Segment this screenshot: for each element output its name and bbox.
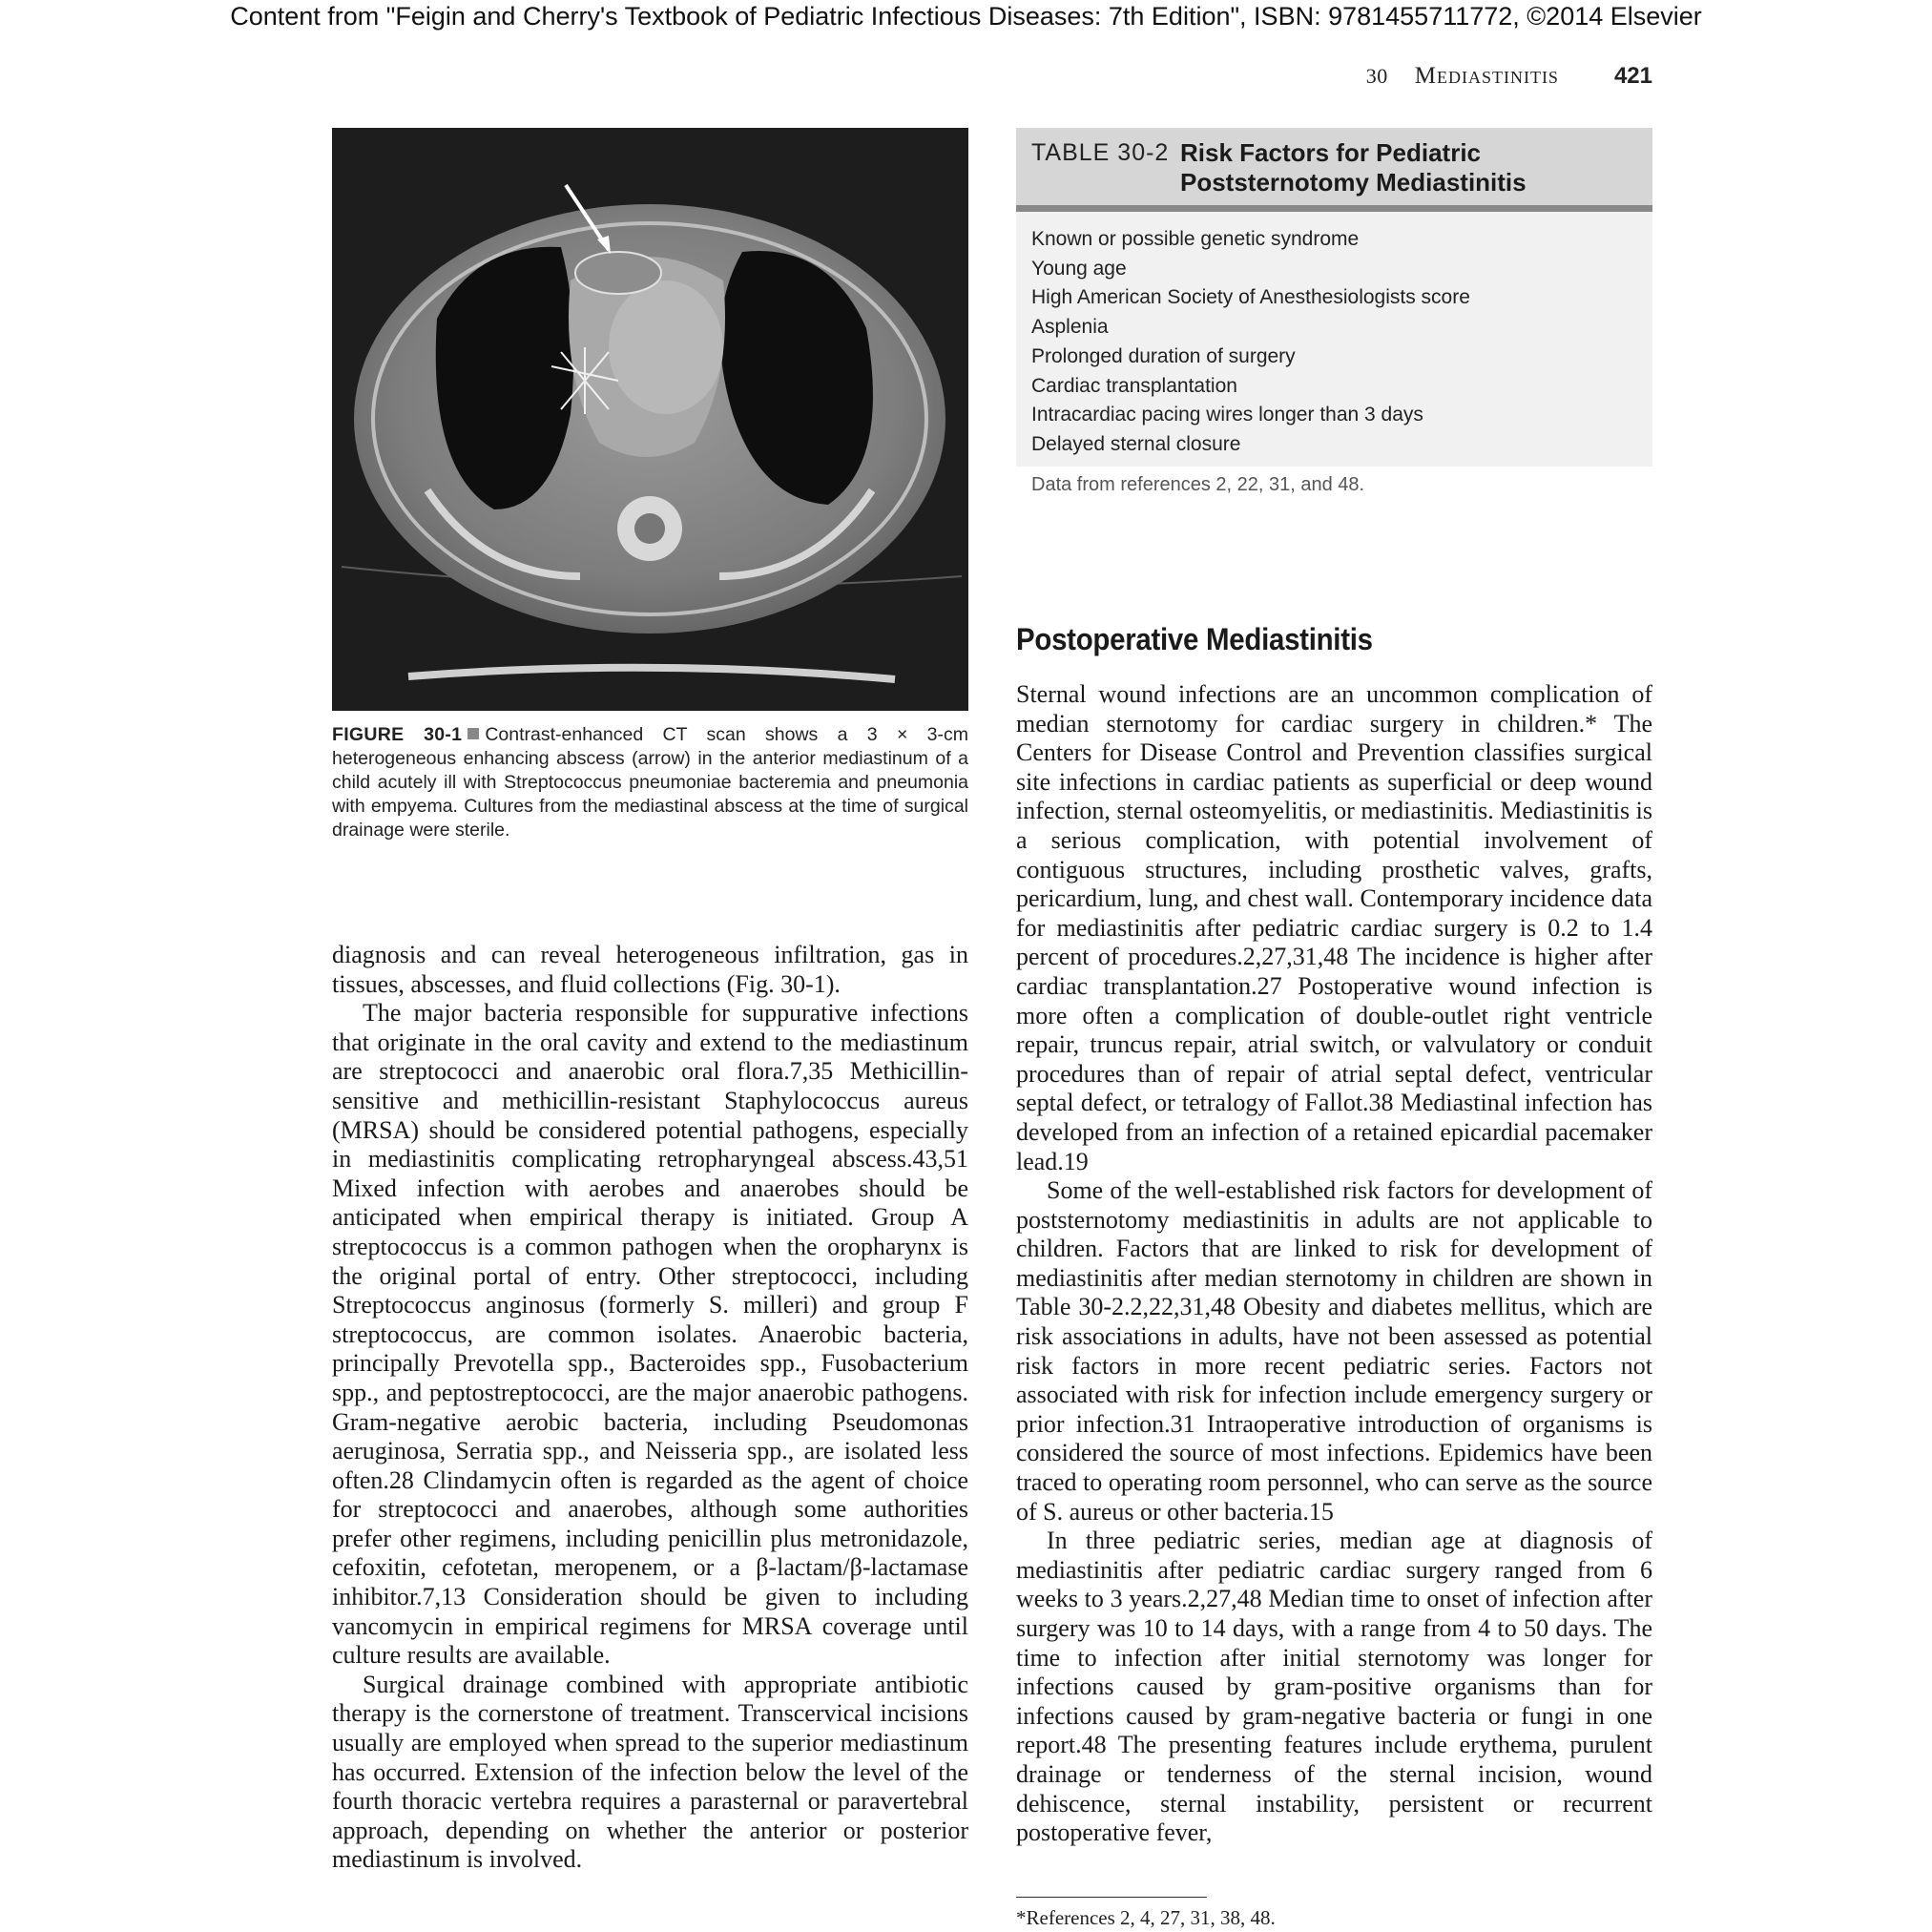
right-column [1016, 622, 1652, 1848]
footnote: *References 2, 4, 27, 31, 38, 48. [1016, 1906, 1276, 1929]
paragraph: In three pediatric series, median age at diagnosis of mediastinitis after pediatric cardiac surgery ranged from 6 weeks to 3 years.2,27,48 Median time to onset of infection after surgery was 10 to 14 days, with a range from 4 to 50 days. The time to infection after initial sternotomy was longer for infections caused by gram-positive organisms than for infections caused by gram-negative bacteria or fungi in one report.48 The presenting features include erythema, purulent drainage or tenderness of the sternal incision, wound dehiscence, sternal instability, persistent or recurrent postoperative fever, [1016, 1527, 1652, 1847]
table-row: Asplenia [1031, 316, 1109, 339]
copyright-banner: Content from "Feigin and Cherry's Textbook of Pediatric Infectious Diseases: 7th Edition", ISBN: 9781455711772, ©2014 Elsevier [230, 2, 1702, 31]
paragraph: Surgical drainage combined with appropriate antibiotic therapy is the cornerstone of treatment. Transcervical incisions usually are employed when spread to the superior mediastinum has occurred. Extension of the infection below the level of the fourth thoracic vertebra requires a parasternal or paravertebral approach, depending on whether the anterior or posterior mediastinum is involved. [332, 1670, 968, 1874]
page-number: 421 [1613, 63, 1652, 89]
table-row: Prolonged duration of surgery [1031, 344, 1296, 367]
paragraph: diagnosis and can reveal heterogeneous infiltration, gas in tissues, abscesses, and fluid collections (Fig. 30-1). [332, 941, 968, 998]
table-number: TABLE 30-2 [1031, 139, 1170, 166]
table-row: Young age [1031, 257, 1127, 280]
running-head [1366, 63, 1652, 90]
paragraph: The major bacteria responsible for suppurative infections that originate in the oral cavity and extend to the mediastinum are streptococci and anaerobic oral flora.7,35 Methicillin-sensitive and methicillin-resistant Staphylococcus aureus (MRSA) should be considered potential pathogens, especially in mediastinitis complicating retropharyngeal abscess.43,51 Mixed infection with aerobes and anaerobes should be anticipated when empirical therapy is initiated. Group A streptococcus is a common pathogen when the oropharynx is the original portal of entry. Other streptococci, including Streptococcus anginosus (formerly S. milleri) and group F streptococcus, are common isolates. Anaerobic bacteria, principally Prevotella spp., Bacteroides spp., Fusobacterium spp., and peptostreptococci, are the major anaerobic pathogens. Gram-negative aerobic bacteria, including Pseudomonas aeruginosa, Serratia spp., and Neisseria spp., are isolated less often.28 Clindamycin often is regarded as the agent of choice for streptococci and anaerobes, although some authorities prefer other regimens, including penicillin plus metronidazole, cefoxitin, cefotetan, meropenem, or a β-lactam/β-lactamase inhibitor.7,13 Consideration should be given to including vancomycin in empirical regimens for MRSA coverage until culture results are available. [332, 999, 968, 1670]
table-header [1016, 128, 1652, 212]
table-row: High American Society of Anesthesiologists score [1031, 286, 1470, 309]
table-row: Intracardiac pacing wires longer than 3 days [1031, 404, 1423, 426]
risk-factors-table [1016, 128, 1652, 467]
left-column [332, 941, 968, 1875]
chapter-number: 30 [1365, 64, 1388, 88]
square-bullet-icon [467, 728, 479, 739]
table-row: Delayed sternal closure [1031, 432, 1241, 455]
section-heading: Postoperative Mediastinitis [1016, 622, 1373, 656]
figure-caption [332, 723, 968, 842]
paragraph: Some of the well-established risk factors for development of poststernotomy mediastinitis in adults are not applicable to children. Factors that are linked to risk for development of mediastinitis after median sternotomy in children are shown in Table 30-2.2,22,31,48 Obesity and diabetes mellitus, which are risk associations in adults, have not been assessed as potential risk factors in more recent pediatric series. Factors not associated with risk for infection include emergency surgery or prior infection.31 Intraoperative introduction of organisms is considered the source of most infections. Epidemics have been traced to operating room personnel, who can serve as the source of S. aureus or other bacteria.15 [1016, 1176, 1652, 1526]
figure-caption-text: Contrast-enhanced CT scan shows a 3 × 3-cm heterogeneous enhancing abscess (arrow) in the anterior mediastinum of a child acutely ill with Streptococcus pneumoniae bacteremia and pneumonia with empyema. Cultures from the mediastinal abscess at the time of surgical drainage were sterile. [332, 724, 968, 841]
footnote-rule [1016, 1897, 1207, 1898]
chapter-title: Mediastinitis [1414, 63, 1559, 89]
table-title: Risk Factors for Pediatric Poststernotomy Mediastinitis [1180, 138, 1527, 197]
figure-label: FIGURE 30-1 [332, 724, 463, 745]
table-rows [1016, 212, 1652, 460]
table-row: Cardiac transplantation [1031, 374, 1237, 397]
paragraph: Sternal wound infections are an uncommon complication of median sternotomy for cardiac surgery in children.* The Centers for Disease Control and Prevention classifies surgical site infections in cardiac patients as superficial or deep wound infection, sternal osteomyelitis, or mediastinitis. Mediastinitis is a serious complication, with potential involvement of contiguous structures, including prosthetic valves, grafts, pericardium, lung, and chest wall. Contemporary incidence data for mediastinitis after pediatric cardiac surgery is 0.2 to 1.4 percent of procedures.2,27,31,48 The incidence is higher after cardiac transplantation.27 Postoperative wound infection is more often a complication of double-outlet right ventricle repair, truncus repair, atrial switch, or valvulatory or conduit procedures than of repair of atrial septal defect, ventricular septal defect, or tetralogy of Fallot.38 Mediastinal infection has developed from an infection of a retained epicardial pacemaker lead.19 [1016, 680, 1652, 1175]
table-source-note: Data from references 2, 22, 31, and 48. [1031, 474, 1365, 495]
table-row: Known or possible genetic syndrome [1031, 228, 1360, 250]
ct-scan-image [332, 128, 968, 711]
